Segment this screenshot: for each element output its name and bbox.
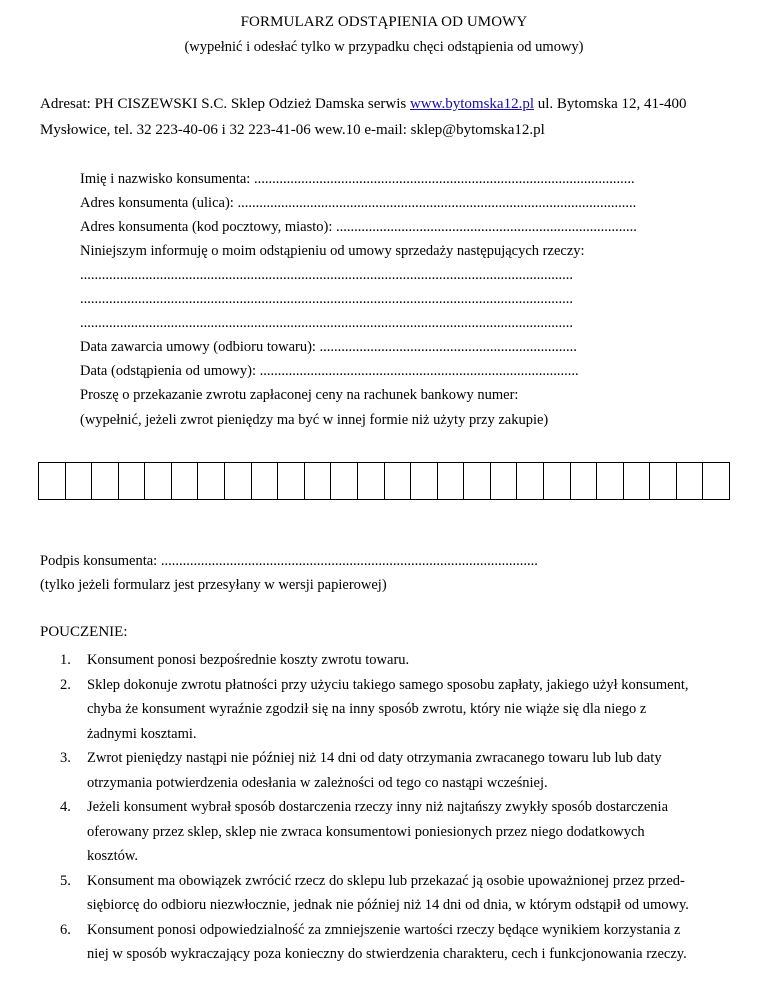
bank-digit-cell[interactable]: [331, 463, 358, 499]
page-title: FORMULARZ ODSTĄPIENIA OD UMOWY: [240, 14, 528, 30]
bank-digit-cell[interactable]: [650, 463, 677, 499]
item-number: 5.: [60, 872, 71, 889]
item-line: Konsument ponosi odpowiedzialność za zmniejszenie wartości rzeczy będące wynikiem korzystania z: [87, 921, 681, 938]
item-line-2[interactable]: ........................................................................................................................................: [80, 291, 573, 307]
postal-city-field[interactable]: Adres konsumenta (kod pocztowy, miasto): ...................................................................................: [80, 219, 637, 235]
item-line: chyba że konsument wyraźnie zgodził się na inny sposób zwrotu, który nie wiąże się dla niego z: [87, 701, 647, 717]
bank-digit-cell[interactable]: [703, 463, 729, 499]
item-line: Sklep dokonuje zwrotu płatności przy użyciu takiego samego sposobu zapłaty, jakiego użył konsument,: [87, 676, 689, 693]
bank-digit-cell[interactable]: [39, 463, 66, 499]
item-line-3[interactable]: ........................................................................................................................................: [80, 315, 573, 331]
item-line: kosztów.: [87, 848, 139, 864]
item-line-1[interactable]: ........................................................................................................................................: [80, 267, 573, 283]
bank-digit-cell[interactable]: [252, 463, 279, 499]
bank-account-grid: [38, 462, 730, 500]
item-number: 2.: [60, 676, 71, 693]
item-number: 3.: [60, 750, 71, 766]
bank-digit-cell[interactable]: [145, 463, 172, 499]
item-line: niej w sposób wykraczający poza konieczny do stwierdzenia charakteru, cech i funkcjonowania rzeczy.: [87, 946, 687, 962]
bank-digit-cell[interactable]: [571, 463, 598, 499]
list-item: [60, 673, 740, 747]
addressee-prefix: Adresat: PH CISZEWSKI S.C. Sklep Odzież Damska serwis: [40, 96, 407, 112]
item-number: 6.: [60, 921, 71, 938]
signature-field[interactable]: Podpis konsumenta: ........................................................................................................: [40, 553, 538, 569]
addressee-contact: Mysłowice, tel. 32 223-40-06 i 32 223-41-06 wew.10 e-mail: sklep@bytomska12.pl: [40, 122, 545, 138]
item-line: Konsument ma obowiązek zwrócić rzecz do sklepu lub przekazać ją osobie upoważnionej przez przed-: [87, 872, 685, 889]
refund-request: Proszę o przekazanie zwrotu zapłaconej ceny na rachunek bankowy numer:: [80, 387, 519, 403]
addressee-line: [40, 96, 687, 113]
bank-digit-cell[interactable]: [677, 463, 704, 499]
item-number: 1.: [60, 652, 71, 668]
street-field[interactable]: Adres konsumenta (ulica): ..............................................................................................................: [80, 195, 637, 211]
addressee-suffix: ul. Bytomska 12, 41-400: [537, 96, 687, 112]
bank-digit-cell[interactable]: [464, 463, 491, 499]
bank-digit-cell[interactable]: [517, 463, 544, 499]
bank-digit-cell[interactable]: [172, 463, 199, 499]
bank-digit-cell[interactable]: [358, 463, 385, 499]
item-number: 4.: [60, 799, 71, 815]
list-item: [60, 648, 740, 673]
bank-digit-cell[interactable]: [92, 463, 119, 499]
name-field[interactable]: Imię i nazwisko konsumenta: .........................................................................................................: [80, 171, 635, 187]
website-link[interactable]: www.bytomska12.pl: [409, 96, 534, 112]
bank-digit-cell[interactable]: [66, 463, 93, 499]
item-line: Zwrot pieniędzy nastąpi nie później niż 14 dni od daty otrzymania zwracanego towaru lub lub daty: [87, 750, 662, 766]
bank-digit-cell[interactable]: [305, 463, 332, 499]
list-item: [60, 869, 740, 918]
item-line: siębiorcę do odbioru niezwłocznie, jednak nie później niż 14 dni od dnia, w którym odstąpił od umowy.: [87, 897, 689, 913]
refund-note: (wypełnić, jeżeli zwrot pieniędzy ma być w innej formie niż użyty przy zakupie): [80, 412, 549, 428]
contract-date-field[interactable]: Data zawarcia umowy (odbioru towaru): .......................................................................: [80, 339, 577, 355]
list-item: [60, 918, 740, 967]
list-item: [60, 746, 740, 795]
bank-digit-cell[interactable]: [119, 463, 146, 499]
item-line: Jeżeli konsument wybrał sposób dostarczenia rzeczy inny niż najtańszy zwykły sposób dostarczenia: [87, 799, 669, 815]
instructions-list: [60, 648, 740, 967]
item-line: Konsument ponosi bezpośrednie koszty zwrotu towaru.: [87, 652, 410, 668]
page-subtitle: (wypełnić i odesłać tylko w przypadku chęci odstąpienia od umowy): [184, 39, 584, 55]
item-line: żadnymi kosztami.: [87, 725, 197, 742]
bank-digit-cell[interactable]: [385, 463, 412, 499]
bank-digit-cell[interactable]: [544, 463, 571, 499]
bank-digit-cell[interactable]: [411, 463, 438, 499]
instructions-heading: POUCZENIE:: [40, 624, 128, 640]
list-item: [60, 795, 740, 869]
bank-digit-cell[interactable]: [278, 463, 305, 499]
signature-note: (tylko jeżeli formularz jest przesyłany w wersji papierowej): [40, 577, 387, 593]
item-line: oferowany przez sklep, sklep nie zwraca konsumentowi poniesionych przez niego dodatkowych: [87, 823, 645, 840]
bank-digit-cell[interactable]: [491, 463, 518, 499]
bank-digit-cell[interactable]: [198, 463, 225, 499]
bank-digit-cell[interactable]: [624, 463, 651, 499]
bank-digit-cell[interactable]: [225, 463, 252, 499]
withdrawal-notice: Niniejszym informuję o moim odstąpieniu od umowy sprzedaży następujących rzeczy:: [80, 243, 585, 259]
bank-digit-cell[interactable]: [597, 463, 624, 499]
item-line: otrzymania potwierdzenia odesłania w zależności od tego co nastąpi wcześniej.: [87, 774, 548, 791]
withdrawal-date-field[interactable]: Data (odstąpienia od umowy): ........................................................................................: [80, 363, 579, 379]
bank-digit-cell[interactable]: [438, 463, 465, 499]
